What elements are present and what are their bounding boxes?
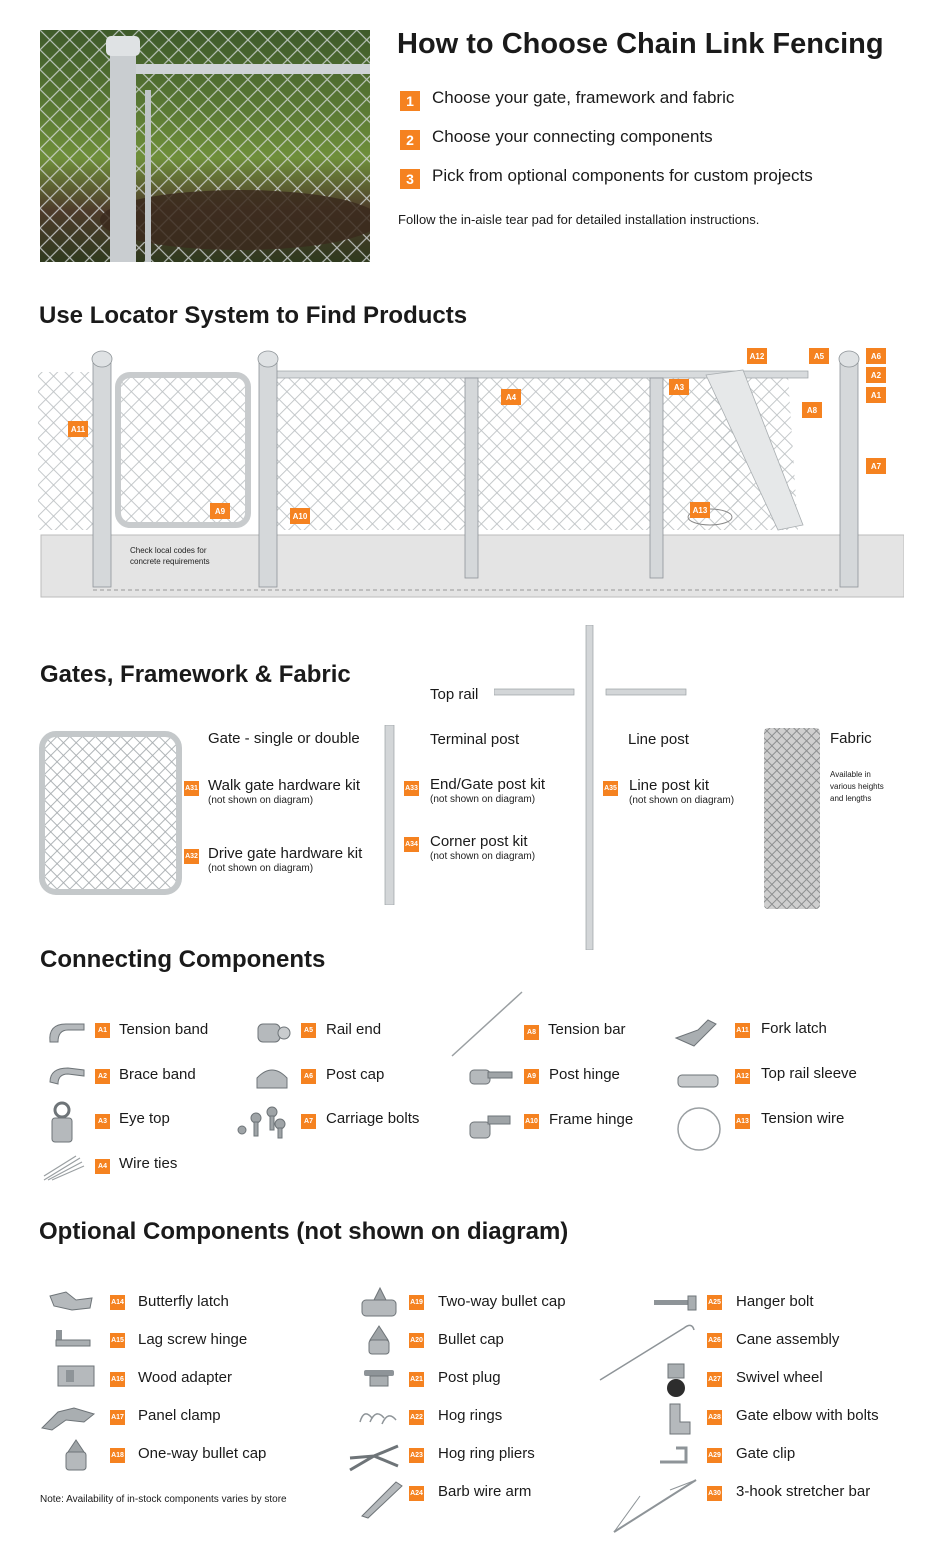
code-a35: A35 — [602, 780, 619, 797]
one-way-bullet-cap-icon — [58, 1438, 94, 1474]
tension-wire-icon — [674, 1104, 724, 1154]
code-a17: A17 — [109, 1409, 126, 1426]
terminal-post-label: Terminal post — [430, 731, 520, 748]
code-a29: A29 — [706, 1447, 723, 1464]
code-a15: A15 — [109, 1332, 126, 1349]
code-a1: A1 — [94, 1022, 111, 1039]
tension-bar-icon — [450, 990, 524, 1058]
tension-band-label: Tension band — [119, 1021, 209, 1038]
one-way-bullet-cap-label: One-way bullet cap — [138, 1445, 267, 1462]
code-a28: A28 — [706, 1409, 723, 1426]
swivel-wheel-label: Swivel wheel — [736, 1369, 823, 1386]
butterfly-latch-icon — [46, 1288, 98, 1314]
lag-screw-hinge-label: Lag screw hinge — [138, 1331, 248, 1348]
code-a6: A6 — [300, 1068, 317, 1085]
concrete-note-1: Check local codes for — [130, 546, 207, 555]
top-rail-label: Top rail — [430, 686, 479, 703]
drive-gate-kit-label: Drive gate hardware kit — [208, 845, 363, 862]
code-a8: A8 — [523, 1024, 540, 1041]
end-gate-post-kit-note: (not shown on diagram) — [430, 794, 536, 805]
code-a4: A4 — [94, 1158, 111, 1175]
drive-gate-kit-note: (not shown on diagram) — [208, 863, 314, 874]
step-2-text: Choose your connecting components — [432, 127, 713, 146]
brace-band-icon — [44, 1062, 90, 1092]
post-hinge-label: Post hinge — [549, 1066, 620, 1083]
availability-note: Note: Availability of in-stock components varies by store — [40, 1494, 287, 1505]
barb-wire-arm-icon — [356, 1476, 406, 1520]
terminal-post-icon — [384, 725, 396, 905]
fence-photo — [40, 30, 370, 262]
line-post-kit-label: Line post kit — [629, 777, 710, 794]
tension-bar-label: Tension bar — [548, 1021, 626, 1038]
wood-adapter-icon — [52, 1362, 100, 1390]
hog-ring-pliers-icon — [346, 1440, 404, 1476]
install-note: Follow the in-aisle tear pad for detailed installation instructions. — [398, 212, 760, 227]
gate-elbow-label: Gate elbow with bolts — [736, 1407, 879, 1424]
fork-latch-icon — [672, 1016, 722, 1052]
line-post-kit-note: (not shown on diagram) — [629, 795, 735, 806]
barb-wire-arm-label: Barb wire arm — [438, 1483, 532, 1500]
code-a10: A10 — [523, 1113, 540, 1130]
code-a14: A14 — [109, 1294, 126, 1311]
code-a23: A23 — [408, 1447, 425, 1464]
locator-code-a6: A6 — [866, 348, 886, 364]
gates-title: Gates, Framework & Fabric — [40, 661, 351, 688]
two-way-bullet-cap-label: Two-way bullet cap — [438, 1293, 566, 1310]
code-a32: A32 — [183, 848, 200, 865]
gate-clip-icon — [656, 1442, 696, 1468]
concrete-note-2: concrete requirements — [130, 557, 210, 566]
code-a21: A21 — [408, 1371, 425, 1388]
page-title: How to Choose Chain Link Fencing — [397, 28, 884, 60]
post-hinge-icon — [466, 1060, 516, 1090]
walk-gate-kit-label: Walk gate hardware kit — [208, 777, 361, 794]
code-a9: A9 — [523, 1068, 540, 1085]
fork-latch-label: Fork latch — [761, 1020, 827, 1037]
top-rail-sleeve-label: Top rail sleeve — [761, 1065, 857, 1082]
frame-hinge-label: Frame hinge — [549, 1111, 634, 1128]
code-a3: A3 — [94, 1113, 111, 1130]
top-rail-sleeve-icon — [676, 1070, 720, 1092]
code-a27: A27 — [706, 1371, 723, 1388]
code-a13: A13 — [734, 1113, 751, 1130]
locator-diagram — [38, 345, 904, 600]
code-a19: A19 — [408, 1294, 425, 1311]
end-gate-post-kit-label: End/Gate post kit — [430, 776, 546, 793]
gate-elbow-icon — [662, 1402, 694, 1438]
stretcher-bar-label: 3-hook stretcher bar — [736, 1483, 871, 1500]
walk-gate-kit-note: (not shown on diagram) — [208, 795, 314, 806]
locator-code-a11: A11 — [68, 421, 88, 437]
hanger-bolt-icon — [652, 1292, 700, 1316]
panel-clamp-label: Panel clamp — [138, 1407, 221, 1424]
code-a24: A24 — [408, 1485, 425, 1502]
locator-code-a12: A12 — [747, 348, 767, 364]
code-a16: A16 — [109, 1371, 126, 1388]
gate-icon — [38, 730, 183, 896]
step-1-text: Choose your gate, framework and fabric — [432, 88, 735, 107]
code-a31: A31 — [183, 780, 200, 797]
tension-band-icon — [44, 1018, 90, 1048]
locator-code-a1: A1 — [866, 387, 886, 403]
gate-label: Gate - single or double — [208, 730, 360, 747]
tension-wire-label: Tension wire — [761, 1110, 845, 1127]
step-3-text: Pick from optional components for custom projects — [432, 166, 813, 185]
locator-code-a2: A2 — [866, 367, 886, 383]
code-a20: A20 — [408, 1332, 425, 1349]
code-a12: A12 — [734, 1068, 751, 1085]
step-1-badge: 1 — [400, 91, 420, 111]
code-a18: A18 — [109, 1447, 126, 1464]
connecting-title: Connecting Components — [40, 946, 326, 973]
corner-post-kit-label: Corner post kit — [430, 833, 528, 850]
carriage-bolts-icon — [234, 1104, 294, 1140]
bullet-cap-icon — [364, 1324, 394, 1358]
code-a7: A7 — [300, 1113, 317, 1130]
rail-end-label: Rail end — [326, 1021, 382, 1038]
line-post-icon — [585, 625, 595, 950]
locator-code-a3: A3 — [669, 379, 689, 395]
wood-adapter-label: Wood adapter — [138, 1369, 232, 1386]
fabric-note-3: and lengths — [830, 794, 872, 803]
butterfly-latch-label: Butterfly latch — [138, 1293, 229, 1310]
locator-code-a10: A10 — [290, 508, 310, 524]
code-a33: A33 — [403, 780, 420, 797]
code-a2: A2 — [94, 1068, 111, 1085]
hanger-bolt-label: Hanger bolt — [736, 1293, 814, 1310]
wire-ties-icon — [40, 1152, 86, 1184]
swivel-wheel-icon — [660, 1362, 694, 1400]
lag-screw-hinge-icon — [50, 1326, 96, 1352]
panel-clamp-icon — [38, 1400, 100, 1434]
locator-code-a4: A4 — [501, 389, 521, 405]
code-a34: A34 — [403, 836, 420, 853]
rail-end-icon — [254, 1018, 294, 1048]
fabric-note-2: various heights — [830, 782, 884, 791]
wire-ties-label: Wire ties — [119, 1155, 178, 1172]
hog-ring-pliers-label: Hog ring pliers — [438, 1445, 535, 1462]
hog-rings-icon — [354, 1404, 404, 1432]
post-cap-label: Post cap — [326, 1066, 385, 1083]
two-way-bullet-cap-icon — [356, 1286, 402, 1322]
cane-assembly-label: Cane assembly — [736, 1331, 840, 1348]
post-plug-label: Post plug — [438, 1369, 501, 1386]
fabric-roll-icon — [762, 726, 822, 911]
optional-title: Optional Components (not shown on diagram) — [39, 1218, 569, 1245]
locator-title: Use Locator System to Find Products — [39, 302, 468, 329]
step-3-badge: 3 — [400, 169, 420, 189]
stretcher-bar-icon — [610, 1476, 702, 1536]
locator-code-a9: A9 — [210, 503, 230, 519]
code-a11: A11 — [734, 1022, 751, 1039]
locator-code-a8: A8 — [802, 402, 822, 418]
step-2-badge: 2 — [400, 130, 420, 150]
code-a30: A30 — [706, 1485, 723, 1502]
eye-top-label: Eye top — [119, 1110, 170, 1127]
gate-clip-label: Gate clip — [736, 1445, 796, 1462]
hog-rings-label: Hog rings — [438, 1407, 503, 1424]
code-a5: A5 — [300, 1022, 317, 1039]
locator-code-a5: A5 — [809, 348, 829, 364]
fabric-note-1: Available in — [830, 770, 871, 779]
code-a26: A26 — [706, 1332, 723, 1349]
locator-code-a7: A7 — [866, 458, 886, 474]
fabric-label: Fabric — [830, 730, 872, 747]
post-plug-icon — [362, 1366, 396, 1390]
carriage-bolts-label: Carriage bolts — [326, 1110, 420, 1127]
frame-hinge-icon — [466, 1110, 516, 1144]
code-a22: A22 — [408, 1409, 425, 1426]
eye-top-icon — [46, 1100, 78, 1144]
brace-band-label: Brace band — [119, 1066, 196, 1083]
bullet-cap-label: Bullet cap — [438, 1331, 504, 1348]
line-post-label: Line post — [628, 731, 689, 748]
post-cap-icon — [254, 1062, 290, 1092]
code-a25: A25 — [706, 1294, 723, 1311]
corner-post-kit-note: (not shown on diagram) — [430, 851, 536, 862]
locator-code-a13: A13 — [690, 502, 710, 518]
